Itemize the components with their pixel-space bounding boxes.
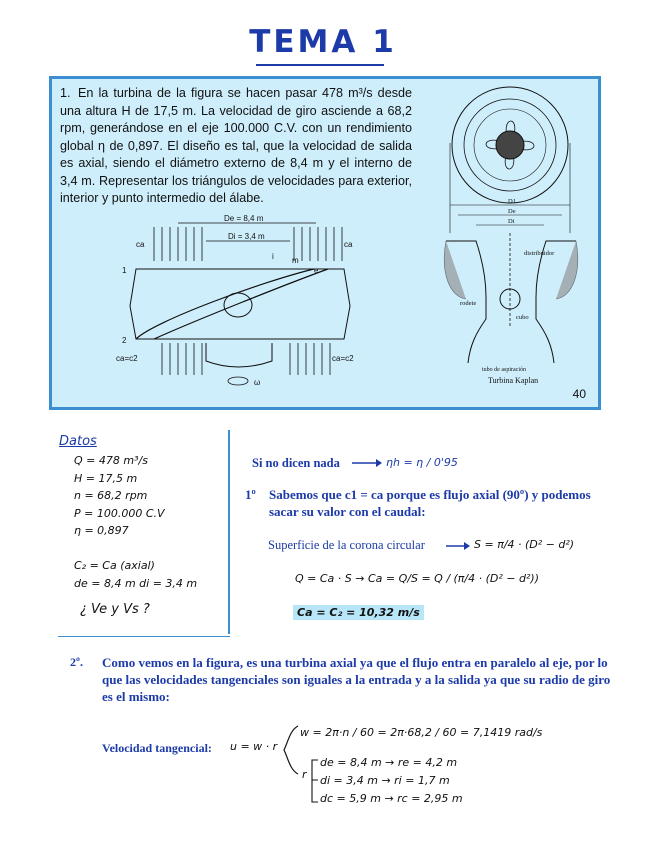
- di-label: Di = 3,4 m: [228, 232, 265, 241]
- ca-left-label: ca: [136, 240, 145, 249]
- outflow-arrows-right: [290, 343, 330, 375]
- dato-caudal: Q = 478 m³/s: [74, 454, 148, 467]
- bracket-icon: [308, 756, 320, 806]
- outflow-arrows-left: [162, 343, 202, 375]
- blade-profile-1: [136, 269, 314, 339]
- dato-potencia: P = 100.000 C.V: [74, 506, 165, 520]
- dim-de: De: [508, 208, 516, 215]
- outflow-right-label: ca=c2: [332, 354, 354, 363]
- radius-exterior: de = 8,4 m → re = 4,2 m: [320, 756, 458, 769]
- problem-number: 1.: [60, 86, 71, 100]
- u-formula: u = w · r: [230, 740, 278, 753]
- brace-icon: [282, 720, 302, 780]
- dim-di: Di: [508, 218, 515, 225]
- datos-list: [74, 454, 197, 594]
- distribuidor-label: distribuidor: [524, 250, 555, 257]
- title-underline: [256, 64, 384, 66]
- dato-altura: H = 17,5 m: [74, 471, 138, 485]
- de-label: De = 8,4 m: [224, 214, 264, 223]
- rotation-arrow-icon: [228, 377, 248, 385]
- dato-diametros: de = 8,4 m di = 3,4 m: [74, 576, 198, 590]
- station-1-label: 1: [122, 266, 127, 275]
- hub-icon: [496, 131, 524, 159]
- step2-text: Como vemos en la figura, es una turbina axial ya que el flujo entra en paralelo al eje, por lo que las velocidades tangenciales son iguales a la entrada y a la salida ya que su radio de giro es el mismo:: [102, 655, 611, 704]
- dato-c2: C₂ = Ca (axial): [74, 559, 155, 572]
- dato-rpm: n = 68,2 rpm: [74, 489, 148, 502]
- radius-medio: dc = 5,9 m → rc = 2,95 m: [320, 792, 463, 805]
- ca-right-label: ca: [344, 240, 353, 249]
- ca-result: Ca = C₂ = 10,32 m/s: [293, 605, 424, 620]
- hub-lower: [206, 343, 272, 367]
- page-title: TEMA 1: [249, 24, 397, 60]
- problem-body: En la turbina de la figura se hacen pasar 478 m³/s desde una altura H de 17,5 m. La velocidad de giro asciende a 68,2 rpm, generándose en el eje 100.000 C.V. con un rendimiento global η de 0,897. El diseño es tal, que la velocidad de salida es axial, siendo el diámetro externo de 8,4 m y el interno de 3,4 m. Representar los triángulos de velocidades para exterior, interior y punto intermedio del álabe.: [60, 86, 412, 205]
- station-2-label: 2: [122, 336, 127, 345]
- eta-h-formula: ηh = η / 0'95: [386, 456, 458, 469]
- step1-text: Sabemos que c1 = ca porque es flujo axial (90º) y podemos sacar su valor con el caudal:: [269, 487, 591, 519]
- r-label: r: [302, 768, 307, 781]
- vertical-divider: [228, 430, 230, 634]
- radius-interior: di = 3,4 m → ri = 1,7 m: [320, 774, 450, 787]
- arrow-icon: [446, 541, 470, 551]
- label-m: m: [292, 256, 299, 265]
- problem-text: [60, 85, 412, 208]
- turbine-section-figure: [114, 211, 354, 393]
- kaplan-caption: Turbina Kaplan: [488, 376, 539, 385]
- tubo-label: tubo de aspiración: [482, 367, 526, 373]
- step1-number: 1º: [245, 487, 256, 502]
- step2-number: 2º.: [70, 655, 83, 669]
- arrow-icon: [352, 458, 382, 468]
- kaplan-turbine-figure: [436, 83, 596, 391]
- caudal-formula: Q = Ca · S → Ca = Q/S = Q / (π/4 · (D² − d²)): [295, 572, 539, 585]
- problem-statement-box: [49, 76, 601, 410]
- outflow-left-label: ca=c2: [116, 354, 138, 363]
- cubo-label: cubo: [516, 314, 529, 321]
- dato-blank: [74, 542, 197, 560]
- w-formula: w = 2π·n / 60 = 2π·68,2 / 60 = 7,1419 rad/s: [300, 726, 543, 739]
- runner-outline: [130, 269, 350, 339]
- inflow-arrows-left: [154, 227, 202, 261]
- label-e: e: [314, 266, 319, 275]
- datos-title: Datos: [59, 434, 97, 449]
- hub-circle: [224, 293, 252, 317]
- inflow-arrows-right: [294, 227, 342, 261]
- rodete-label: rodete: [460, 300, 477, 307]
- page-number: 40: [572, 387, 586, 401]
- question-text: ¿ Ve y Vs ?: [80, 602, 150, 617]
- superficie-label: Superficie de la corona circular: [268, 538, 425, 552]
- horizontal-divider: [58, 636, 230, 637]
- blade-profile-2: [154, 269, 328, 339]
- superficie-formula: S = π/4 · (D² − d²): [474, 538, 575, 551]
- dim-d1: D1: [508, 198, 516, 205]
- label-i: i: [272, 252, 274, 261]
- si-no-dicen-label: Si no dicen nada: [252, 456, 340, 470]
- vel-tangencial-label: Velocidad tangencial:: [102, 741, 212, 755]
- omega-label: ω: [254, 378, 261, 387]
- dato-rendimiento: η = 0,897: [74, 524, 129, 537]
